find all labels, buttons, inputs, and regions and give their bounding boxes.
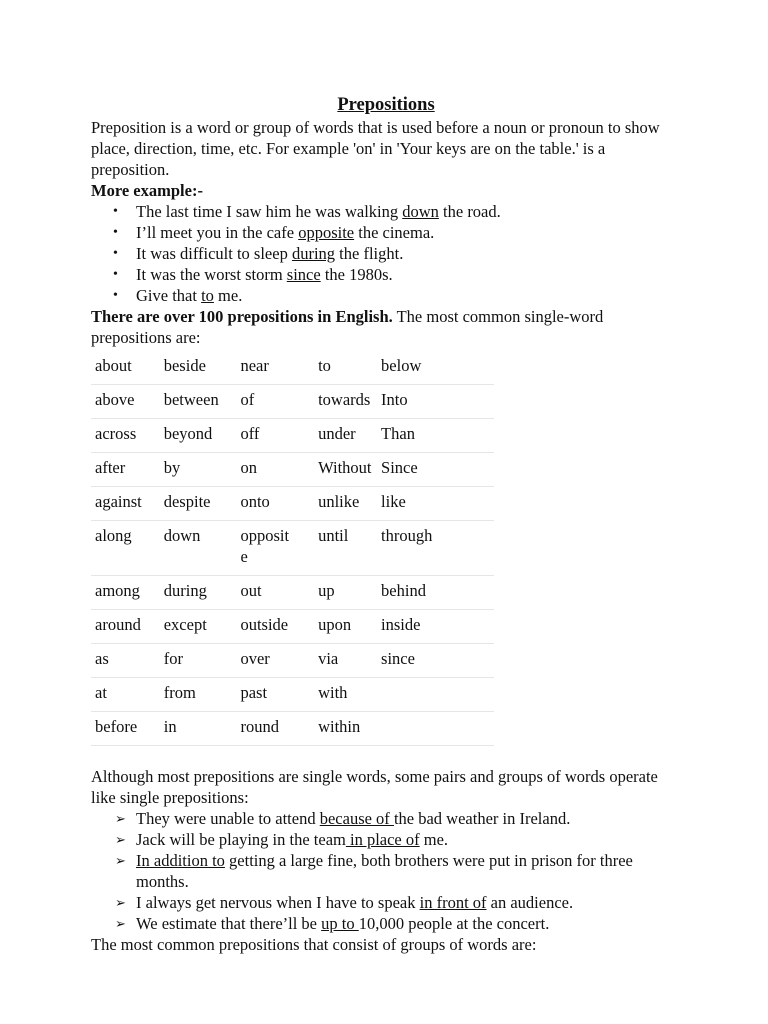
- table-cell: beyond: [160, 419, 237, 453]
- table-cell: unlike: [314, 487, 377, 521]
- table-cell: across: [91, 419, 160, 453]
- table-row: [91, 453, 494, 487]
- arrow-bullet-icon: ➢: [115, 811, 126, 826]
- example-list: [91, 201, 681, 306]
- table-cell: past: [236, 678, 314, 712]
- table-cell: by: [160, 453, 237, 487]
- table-cell: [377, 712, 494, 746]
- table-row: [91, 521, 494, 576]
- bullet-icon: •: [113, 267, 118, 282]
- table-cell: within: [314, 712, 377, 746]
- table-row: [91, 712, 494, 746]
- table-cell: at: [91, 678, 160, 712]
- list-item: • It was difficult to sleep during the flight.: [113, 244, 404, 263]
- bullet-icon: •: [113, 225, 118, 240]
- underlined-preposition: during: [291, 244, 336, 263]
- table-cell: against: [91, 487, 160, 521]
- prepositions-table: [91, 351, 494, 746]
- table-cell: outside: [236, 610, 314, 644]
- table-row: [91, 351, 494, 385]
- table-row: [91, 610, 494, 644]
- arrow-bullet-icon: ➢: [115, 895, 126, 910]
- table-cell: about: [91, 351, 160, 385]
- table-cell: onto: [236, 487, 314, 521]
- table-cell: with: [314, 678, 377, 712]
- table-cell: off: [236, 419, 314, 453]
- underlined-preposition: to: [201, 286, 214, 305]
- underlined-preposition: In addition to: [136, 851, 225, 870]
- document-body: [91, 93, 681, 955]
- arrow-bullet-icon: ➢: [115, 832, 126, 847]
- table-row: [91, 487, 494, 521]
- table-cell: Than: [377, 419, 494, 453]
- table-cell: since: [377, 644, 494, 678]
- bullet-icon: •: [113, 246, 118, 261]
- table-row: [91, 576, 494, 610]
- table-cell: inside: [377, 610, 494, 644]
- closing-paragraph: The most common prepositions that consist of groups of words are:: [91, 935, 537, 954]
- table-cell: [377, 678, 494, 712]
- underlined-preposition: in place of: [345, 830, 420, 849]
- table-cell: along: [91, 521, 160, 576]
- underlined-preposition: since: [286, 265, 321, 284]
- underlined-preposition: in front of: [419, 893, 487, 912]
- page-title: Prepositions: [337, 95, 435, 115]
- list-item: ➢ I always get nervous when I have to speak in front of an audience.: [115, 893, 574, 912]
- table-row: [91, 419, 494, 453]
- table-cell: to: [314, 351, 377, 385]
- table-cell: between: [160, 385, 237, 419]
- list-item: ➢ We estimate that there’ll be up to 10,000 people at the concert.: [115, 914, 550, 933]
- table-cell: as: [91, 644, 160, 678]
- table-cell: via: [314, 644, 377, 678]
- table-cell: down: [160, 521, 237, 576]
- table-cell: after: [91, 453, 160, 487]
- table-cell: out: [236, 576, 314, 610]
- arrow-bullet-icon: ➢: [115, 916, 126, 931]
- table-cell: from: [160, 678, 237, 712]
- table-cell: up: [314, 576, 377, 610]
- groups-intro-paragraph: Although most prepositions are single words, some pairs and groups of words operate like single prepositions:: [91, 767, 658, 807]
- more-example-heading: More example:-: [91, 181, 203, 200]
- list-item: • I’ll meet you in the cafe opposite the cinema.: [113, 223, 435, 242]
- table-cell: in: [160, 712, 237, 746]
- underlined-preposition: down: [402, 202, 439, 221]
- table-cell: opposit e: [236, 521, 314, 576]
- list-item: • Give that to me.: [113, 286, 243, 305]
- list-item: ➢ Jack will be playing in the team in place of me.: [115, 830, 449, 849]
- table-cell: around: [91, 610, 160, 644]
- table-cell: over: [236, 644, 314, 678]
- table-cell: Into: [377, 385, 494, 419]
- table-cell: for: [160, 644, 237, 678]
- table-cell: below: [377, 351, 494, 385]
- table-cell: until: [314, 521, 377, 576]
- table-cell: of: [236, 385, 314, 419]
- arrow-bullet-icon: ➢: [115, 853, 126, 868]
- list-item: • It was the worst storm since the 1980s.: [113, 265, 393, 284]
- table-cell: Without: [314, 453, 377, 487]
- table-cell: beside: [160, 351, 237, 385]
- table-cell: round: [236, 712, 314, 746]
- table-cell: towards: [314, 385, 377, 419]
- table-row: [91, 678, 494, 712]
- table-cell: like: [377, 487, 494, 521]
- table-cell: Since: [377, 453, 494, 487]
- table-cell: upon: [314, 610, 377, 644]
- underlined-preposition: up to: [321, 914, 359, 933]
- list-item: ➢ They were unable to attend because of the bad weather in Ireland.: [115, 809, 571, 828]
- table-cell: despite: [160, 487, 237, 521]
- bullet-icon: •: [113, 204, 118, 219]
- table-cell: among: [91, 576, 160, 610]
- table-cell: near: [236, 351, 314, 385]
- table-cell: before: [91, 712, 160, 746]
- table-cell: during: [160, 576, 237, 610]
- group-example-list: [91, 808, 681, 934]
- list-item: • The last time I saw him he was walking down the road.: [113, 202, 501, 221]
- underlined-preposition: because of: [319, 809, 394, 828]
- underlined-preposition: opposite: [298, 223, 355, 242]
- table-cell: through: [377, 521, 494, 576]
- table-row: [91, 385, 494, 419]
- table-cell: under: [314, 419, 377, 453]
- table-cell: behind: [377, 576, 494, 610]
- bullet-icon: •: [113, 288, 118, 303]
- over100-paragraph: There are over 100 prepositions in English. The most common single-word prepositions are:: [91, 307, 604, 347]
- table-cell: on: [236, 453, 314, 487]
- table-row: [91, 644, 494, 678]
- list-item: ➢ In addition to getting a large fine, both brothers were put in prison for three months.: [115, 851, 633, 891]
- intro-paragraph: Preposition is a word or group of words that is used before a noun or pronoun to show place, direction, time, etc. For example 'on' in 'Your keys are on the table.' is a preposition.: [91, 118, 660, 179]
- table-cell: except: [160, 610, 237, 644]
- table-cell: above: [91, 385, 160, 419]
